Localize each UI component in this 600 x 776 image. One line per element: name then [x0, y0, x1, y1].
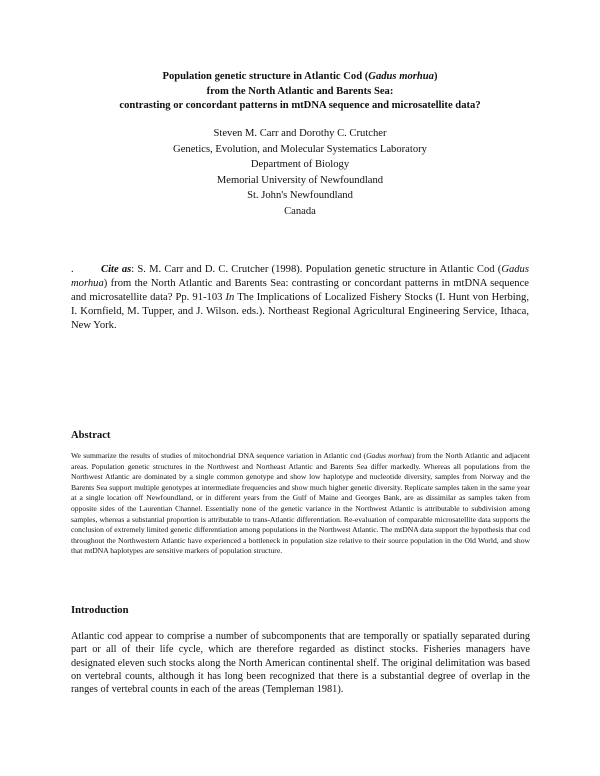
abstract-heading: Abstract: [71, 430, 111, 441]
introduction-heading: Introduction: [71, 605, 129, 616]
citation-species-name: Gadus morhua: [71, 264, 529, 289]
author-lab: Genetics, Evolution, and Molecular Systematics Laboratory: [173, 143, 427, 155]
author-block: [60, 126, 540, 220]
citation-paragraph: . Cite as: S. M. Carr and D. C. Crutcher (1998). Population genetic structure in Atlantic Cod (Gadus morhua) from the North Atlantic and Barents Sea: contrasting or concordant patterns in mtDNA sequence and microsatellite data? Pp. 91-103 In The Implications of Localized Fishery Stocks (I. Hunt von Herbing, I. Kornfield, M. Tupper, and J. Wilson. eds.). Northeast Regional Agricultural Engineering Service, Ithaca, New York.: [71, 264, 529, 331]
citation-marker: .: [71, 264, 74, 275]
citation-label: Cite as: [101, 264, 132, 275]
title-line-2: from the North Atlantic and Barents Sea:: [206, 85, 394, 97]
title-line-1: Population genetic structure in Atlantic Cod (Gadus morhua): [162, 71, 438, 82]
paper-title: [60, 70, 540, 114]
author-country: Canada: [284, 205, 316, 217]
title-line-3: contrasting or concordant patterns in mtDNA sequence and microsatellite data?: [119, 100, 481, 111]
author-university: Memorial University of Newfoundland: [216, 174, 384, 186]
author-names: Steven M. Carr and Dorothy C. Crutcher: [213, 128, 387, 139]
introduction-body: Atlantic cod appear to comprise a number of subcomponents that are temporally or spatially separated during part or all of their life cycle, which are therefore regarded as distinct stocks. Fisheries managers have designated eleven such stocks along the North American continental shelf. The original delimitation was based on vertebral counts, although it has long been recognized that there is a substantial degree of overlap in the ranges of vertebral counts in each of the areas (Templeman 1981).: [71, 631, 530, 696]
author-department: Department of Biology: [250, 159, 350, 171]
abstract-species-name: Gadus morhua: [366, 451, 412, 460]
author-city: St. John's Newfoundland: [247, 190, 353, 202]
citation-in: In: [225, 292, 235, 303]
title-species-name: Gadus morhua: [368, 71, 434, 82]
abstract-body: We summarize the results of studies of mitochondrial DNA sequence variation in Atlantic cod (Gadus morhua) from the North Atlantic and adjacent areas. Population genetic structures in the Northwest and Northeast Atlantic and Barents Sea differ markedly. Whereas all populations from the Northwest Atlantic are dominated by a single common genotype and show low haplotype and nucleotide diversity, samples from Norway and the Barents Sea support multiple genotypes at intermediate frequencies and show much higher genetic diversity. Replicate samples taken in the same year at a single location off Newfoundland, or in different years from the Gulf of Maine and Georges Bank, are as dissimilar as samples taken from opposite sides of the Laurentian Channel. Essentially none of the genetic variance in the Northwest Atlantic is attributable to subdivision among samples, whereas a substantial proportion is attributable to trans-Atlantic differentiation. Re-evaluation of comparable microsatellite data supports the conclusion of extremely limited genetic differentiation among populations in the Northwest Atlantic. The mtDNA data support the hypothesis that cod throughout the Northwestern Atlantic have experienced a bottleneck in population size relative to their source population in the Old World, and show that mtDNA haplotypes are sensitive markers of population structure.: [71, 451, 531, 556]
